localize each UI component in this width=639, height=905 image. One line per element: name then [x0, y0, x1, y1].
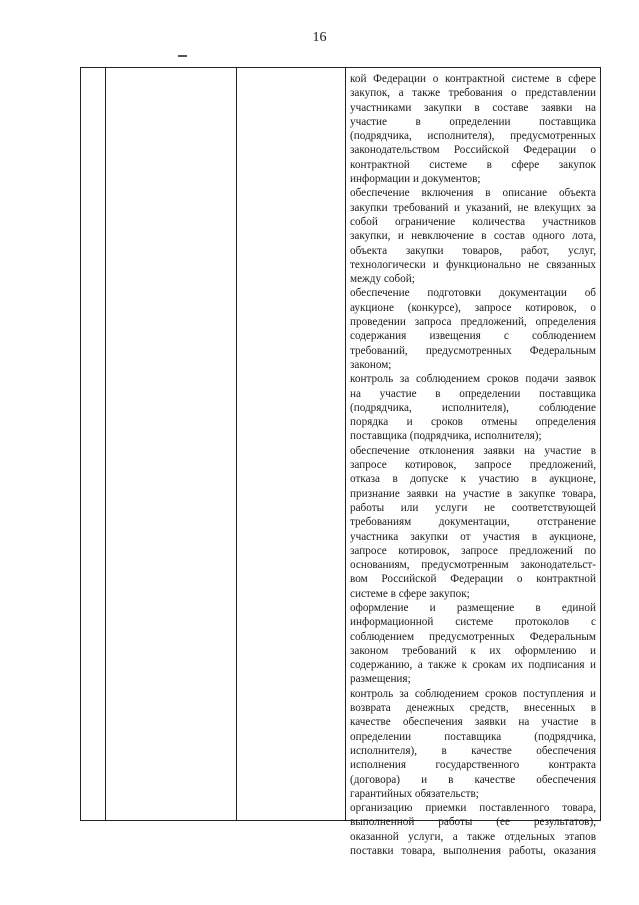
duties-text-line: объекта закупки товаров, работ, услуг,: [350, 244, 596, 257]
duties-text-line: основаниям, предусмотренным законодательст-: [350, 559, 596, 572]
duties-text-line: исполнения государственного контракта: [350, 759, 596, 772]
duties-text-line: закупки, и невключение в состав одного лота,: [350, 230, 596, 243]
duties-text-line: оказанной услуги, а также отдельных этапов: [350, 830, 596, 843]
duties-text-line: участниками закупки в составе заявки на: [350, 101, 596, 114]
scan-mark: [178, 55, 187, 57]
duties-text-line: оформление и размещение в единой: [350, 601, 596, 614]
duties-text-line: порядка и сроков отмены определения: [350, 416, 596, 429]
duties-text-line: технологически и функционально не связанных: [350, 258, 596, 271]
duties-text-line: отказа в допуске к участию в аукционе,: [350, 473, 596, 486]
duties-text-line: запросе котировок, запросе предложений,: [350, 459, 596, 472]
duties-text-line: информации и документов;: [350, 173, 481, 186]
table-column-name: [106, 68, 237, 820]
duties-text-line: (подрядчика, исполнителя), соблюдение: [350, 401, 596, 414]
duties-text-line: выполненной работы (ее результатов),: [350, 816, 596, 829]
duties-text-line: определении поставщика (подрядчика,: [350, 730, 596, 743]
duties-text-line: требований, предусмотренных Федеральным: [350, 344, 596, 357]
continuation-table: [80, 67, 601, 858]
duties-text-line: возврата денежных средств, внесенных в: [350, 702, 596, 715]
duties-text-line: собой ограничение количества участников: [350, 215, 596, 228]
table-column-number: [81, 68, 106, 820]
duties-text-line: участника закупки от участия в аукционе,: [350, 530, 596, 543]
duties-text-line: законодательством Российской Федерации о: [350, 144, 596, 157]
duties-text-line: признание заявки на участие в закупке товара,: [350, 487, 596, 500]
duties-text-line: требованиям документации, отстранение: [350, 516, 596, 529]
duties-text-line: содержанию, а также к срокам их подписания и: [350, 659, 596, 672]
duties-text-line: системе в сфере закупок;: [350, 587, 470, 600]
duties-text-line: контроль за соблюдением сроков подачи заявок: [350, 373, 596, 386]
duties-text-line: обеспечение отклонения заявки на участие в: [350, 444, 596, 457]
duties-text-line: поставщика (подрядчика, исполнителя);: [350, 430, 542, 443]
duties-text-line: качестве обеспечения заявки на участие в: [350, 716, 596, 729]
duties-text-line: закупки требований и указаний, не влекущих за: [350, 201, 596, 214]
duties-text-line: соблюдением предусмотренных Федеральным: [350, 630, 596, 643]
duties-text-line: вом Российской Федерации о контрактной: [350, 573, 596, 586]
duties-text-line: законом требований к их оформлению и: [350, 644, 596, 657]
duties-text-line: содержания извещения с соблюдением: [350, 330, 596, 343]
duties-text-line: проведении запроса предложений, определения: [350, 316, 596, 329]
duties-text-line: поставки товара, выполнения работы, оказания: [350, 845, 596, 858]
duties-text-line: обеспечение подготовки документации об: [350, 287, 596, 300]
duties-text-line: исполнителя), в качестве обеспечения: [350, 744, 596, 757]
duties-text-line: размещения;: [350, 673, 411, 686]
page-number: 16: [312, 30, 327, 45]
duties-text-line: участие в определении поставщика: [350, 115, 596, 128]
duties-text-line: запросе котировок, запросе предложений по: [350, 544, 596, 557]
duties-text-line: (подрядчика, исполнителя), предусмотренных: [350, 130, 596, 143]
duties-text-line: аукционе (конкурсе), запросе котировок, о: [350, 301, 596, 314]
duties-text-line: обеспечение включения в описание объекта: [350, 187, 596, 200]
duties-text-line: закупок, а также требования о представлении: [350, 87, 596, 100]
duties-text-line: на участие в определении поставщика: [350, 387, 596, 400]
duties-text-line: работы или услуги не соответствующей: [350, 501, 596, 514]
table-column-duties: [346, 68, 600, 858]
duties-text-line: (договора) и в качестве обеспечения: [350, 773, 596, 786]
duties-text-line: законом;: [350, 358, 392, 371]
duties-text-line: организацию приемки поставленного товара,: [350, 802, 596, 815]
duties-text-line: контроль за соблюдением сроков поступления и: [350, 687, 596, 700]
duties-text-line: гарантийных обязательств;: [350, 787, 479, 800]
duties-text-line: между собой;: [350, 273, 415, 286]
table-column-basis: [237, 68, 346, 820]
duties-text-line: информационной системе протоколов с: [350, 616, 596, 629]
duties-text-line: контрактной системе в сфере закупок: [350, 158, 596, 171]
duties-text-cell: [346, 68, 600, 858]
duties-text-line: кой Федерации о контрактной системе в сфере: [350, 73, 596, 85]
